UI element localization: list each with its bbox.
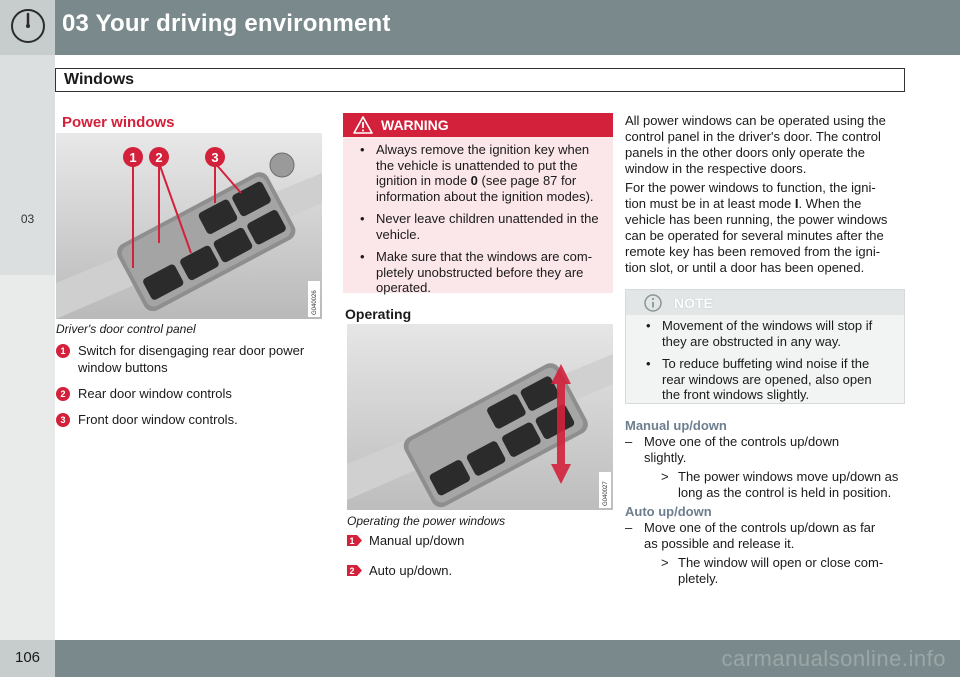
callout-3-label: 3 [211,150,219,165]
step-dash: – [625,520,633,535]
callout-list [56,342,326,437]
bullet-line: the vehicle is unattended to put the [376,157,578,173]
result-marker: > [661,469,669,484]
warning-bullet [348,249,606,296]
result-line: pletely. [678,571,719,586]
manual-heading: Manual up/down [625,418,727,433]
result-text [678,555,883,587]
bullet-line: the front windows slightly. [662,387,810,402]
bullet-line-text: (see page 87 for [477,173,577,188]
warning-title: WARNING [381,117,449,133]
paragraph-line: For the power windows to function, the igni- [625,180,876,195]
bullet-line: information about the ignition modes). [376,188,594,204]
bullet-line: they are obstructed in any way. [662,333,841,349]
auto-step [625,520,905,552]
result-marker: > [661,555,669,570]
chapter-title: 03 Your driving environment [62,10,391,37]
door-panel-illustration [56,133,322,319]
bullet-dot: • [360,142,365,157]
step-line: as possible and release it. [644,536,795,551]
power-windows-title: Power windows [62,114,175,131]
step-line: Move one of the controls up/down [644,434,840,449]
bullet-line: Make sure that the windows are com- [376,249,593,264]
figure-caption: Driver's door control panel [56,322,196,336]
warning-bullet [348,142,606,204]
chapter-icon-box [0,0,55,55]
paragraph-line: window in the respective doors. [625,161,807,176]
paragraph-line-text: . When the [798,196,862,211]
note-bullet [634,356,900,403]
paragraph-line: control panel in the driver's door. The control [625,129,881,144]
chapter-side-tab [0,55,55,275]
arrow-badge-number: 2 [349,566,355,576]
callout-1-label: 1 [129,150,137,165]
side-tab-lower [0,275,55,640]
list-item [56,385,326,402]
watermark: carmanualsonline.info [721,646,946,671]
manual-result [661,469,905,501]
bullet-line: Movement of the windows will stop if [662,318,873,333]
list-item-text: Switch for disengaging rear door power [78,343,305,358]
figure-code: G040026 [312,290,318,315]
ignition-mode: I [794,196,799,211]
manual-step [625,434,905,466]
auto-heading: Auto up/down [625,504,712,519]
bullet-dot: • [360,211,365,226]
bullet-line: vehicle. [376,226,421,242]
figure-code: G040027 [603,481,609,506]
note-header [626,290,904,315]
ignition-paragraph [625,180,905,276]
warning-bullet [348,211,606,242]
paragraph-line: tion slot, or until a door has been opened. [625,260,865,275]
bullet-line: operated. [376,280,431,295]
ignition-mode: 0 [470,173,478,188]
list-item-text: Rear door window controls [78,386,232,401]
section-bar [55,68,905,92]
figure-caption: Operating the power windows [347,514,506,528]
bullet-line: Always remove the ignition key when [376,142,590,157]
paragraph-line: All power windows can be operated using the [625,113,886,128]
list-item [56,411,326,428]
callout-badge: 3 [56,413,70,427]
page-number: 106 [14,649,41,666]
auto-result [661,555,905,587]
paragraph-line: vehicle has been running, the power windows [625,212,888,227]
paragraph-line: panels in the other doors only operate the [625,145,865,160]
list-item-text: Manual up/down [369,533,465,548]
speedometer-icon [10,8,46,44]
note-bullet [634,318,900,349]
bullet-line: rear windows are opened, also open [662,371,872,387]
result-line: The power windows move up/down as [678,469,899,484]
list-item-text: Front door window controls. [78,412,238,427]
driver-door-panel-figure [56,133,322,319]
info-icon [644,294,662,312]
result-line: The window will open or close com- [678,555,884,570]
step-text [644,434,839,466]
operating-figure [347,324,613,510]
list-item-text: window buttons [78,360,168,375]
bullet-dot: • [646,318,651,333]
intro-paragraph [625,113,905,177]
callout-badge: 2 [56,387,70,401]
callout-badge: 1 [56,344,70,358]
result-line: long as the control is held in position. [678,485,892,500]
step-line: Move one of the controls up/down as far [644,520,876,535]
paragraph-line: remote key has been removed from the igni- [625,244,881,259]
bullet-line: To reduce buffeting wind noise if the [662,356,870,371]
step-line: slightly. [644,450,687,465]
list-item [347,532,613,549]
operating-heading: Operating [345,306,412,322]
step-dash: – [625,434,633,449]
bullet-dot: • [360,249,365,264]
bullet-line: pletely unobstructed before they are [376,264,584,280]
warning-triangle-icon [353,116,373,134]
bullet-dot: • [646,356,651,371]
section-title: Windows [64,71,135,88]
paragraph-line [625,196,905,212]
callout-2-label: 2 [155,150,163,165]
warning-list [348,142,606,303]
bullet-line-text: ignition in mode [376,173,471,188]
bullet-line: Never leave children unattended in the [376,211,599,226]
result-text [678,469,898,501]
side-tab-chapter-number: 03 [20,212,35,226]
step-text [644,520,875,552]
paragraph-line: can be operated for several minutes after the [625,228,884,243]
arrow-badge-icon [347,565,362,576]
paragraph-line-text: tion must be in at least mode [625,196,795,211]
list-item [347,562,613,579]
bullet-line [376,173,606,189]
operating-illustration [347,324,613,510]
note-list [634,318,900,410]
list-item [56,342,326,376]
arrow-badge-number: 1 [349,536,355,546]
arrow-badge-icon [347,535,362,546]
warning-header [343,113,613,137]
note-title: NOTE [674,295,713,311]
operating-list [347,532,613,588]
list-item-text: Auto up/down. [369,563,453,578]
